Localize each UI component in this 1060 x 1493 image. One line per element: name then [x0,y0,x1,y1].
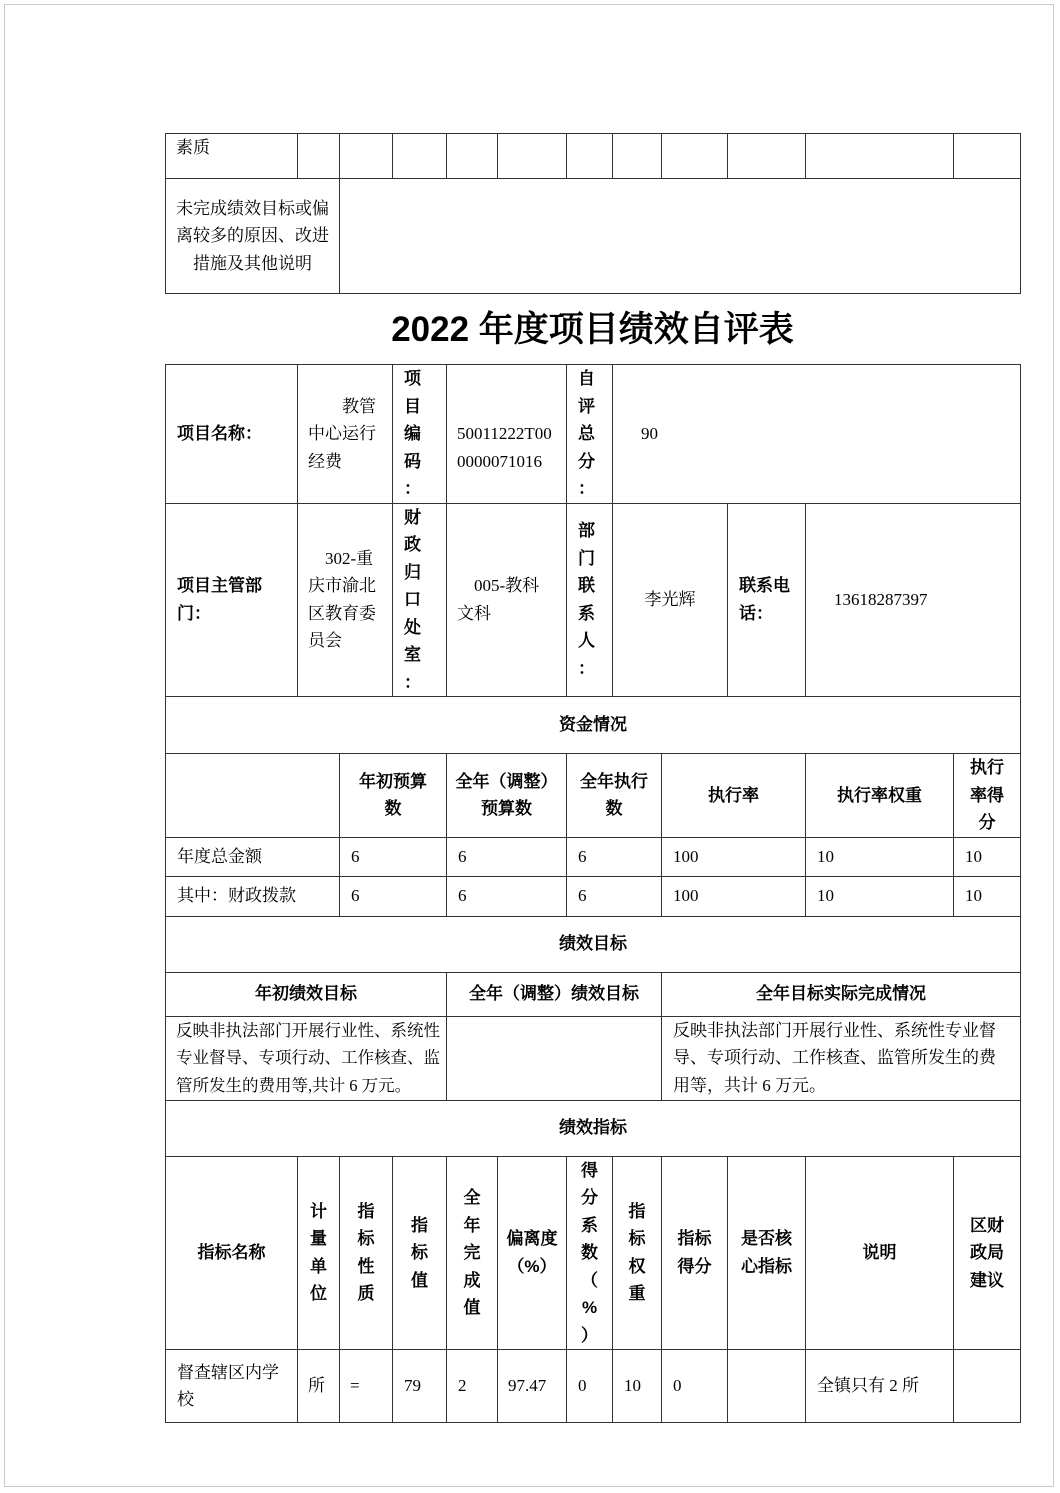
table-row [166,876,1021,916]
funds-section-title: 资金情况 [166,697,1021,754]
indicator-is-core [728,1350,806,1423]
indicator-header-is-core: 是否核心指标 [728,1156,806,1350]
indicator-header-weight-cell [613,1156,662,1350]
empty-cell [298,134,340,179]
funds-header-rate-score: 执行率得分 [954,754,1021,838]
indicator-header-score-coef-cell [567,1156,613,1350]
indicator-header-deviation: 偏离度（%） [498,1156,567,1350]
funds-cell: 10 [806,837,954,876]
empty-cell [340,134,393,179]
indicator-header-actual-cell [447,1156,498,1350]
empty-cell [728,134,806,179]
table-row [166,837,1021,876]
empty-cell [567,134,613,179]
funds-cell: 6 [567,837,662,876]
indicator-target: 79 [393,1350,447,1423]
indicator-header-score: 指标得分 [662,1156,728,1350]
empty-cell [393,134,447,179]
self-score-label: 自评总分： [578,369,596,498]
funds-cell: 100 [662,876,806,916]
indicators-section-title: 绩效指标 [166,1100,1021,1156]
table-row [166,1350,1021,1423]
empty-cell [954,134,1021,179]
goals-adjusted-target [447,1016,662,1100]
indicator-weight: 10 [613,1350,662,1423]
goals-actual-completion: 反映非执法部门开展行业性、系统性专业督导、专项行动、工作核查、监管所发生的费用等，共计 6 万元。 [662,1016,1021,1100]
project-code: 50011222T000000071016 [447,365,567,504]
indicator-header-nature-cell [340,1156,393,1350]
dept-label: 项目主管部门： [166,503,298,697]
indicator-unit: 所 [298,1350,340,1423]
indicator-score: 0 [662,1350,728,1423]
indicator-header-name: 指标名称 [166,1156,298,1350]
indicator-suggestion [954,1350,1021,1423]
phone: 13618287397 [806,503,1021,697]
goals-section-title: 绩效目标 [166,916,1021,972]
indicator-header-weight: 指标权重 [628,1201,646,1304]
empty-cell [613,134,662,179]
self-score-label-cell [567,365,613,504]
indicator-actual: 2 [447,1350,498,1423]
indicator-header-target: 指标值 [411,1215,428,1290]
goals-initial-target: 反映非执法部门开展行业性、系统性专业督导、专项行动、工作核查、监管所发生的费用等,共计 6 万元。 [166,1016,447,1100]
funds-cell: 6 [340,837,447,876]
empty-cell [498,134,567,179]
project-name: 教管中心运行经费 [298,365,393,504]
phone-label: 联系电话： [728,503,806,697]
project-name-label: 项目名称： [166,365,298,504]
funds-cell: 100 [662,837,806,876]
goals-header-adjusted: 全年（调整）绩效目标 [447,972,662,1016]
contact: 李光辉 [613,503,728,697]
indicator-header-actual: 全年完成值 [463,1188,481,1317]
empty-cell [447,134,498,179]
indicator-name: 督查辖区内学校 [166,1350,298,1423]
funds-header-executed: 全年执行数 [567,754,662,838]
contact-label-cell [567,503,613,697]
empty-cell [806,134,954,179]
indicator-header-nature: 指标性质 [357,1201,375,1304]
indicator-header-unit: 计量单位 [310,1201,327,1304]
indicator-nature: = [340,1350,393,1423]
funds-header-adjusted-budget: 全年（调整）预算数 [447,754,567,838]
funds-row-label: 其中：财政拨款 [166,876,340,916]
funds-cell: 6 [340,876,447,916]
funds-cell: 10 [806,876,954,916]
funds-header-execution-rate: 执行率 [662,754,806,838]
finance-office-label-cell [393,503,447,697]
evaluation-table [165,364,1021,1423]
goals-header-initial: 年初绩效目标 [166,972,447,1016]
contact-label: 部门联系人： [578,521,596,678]
finance-office-label: 财政归口处室： [404,507,421,692]
indicator-header-target-cell [393,1156,447,1350]
funds-row-label: 年度总金额 [166,837,340,876]
remarks-label: 未完成绩效目标或偏离较多的原因、改进措施及其他说明 [166,179,340,294]
indicator-header-note: 说明 [806,1156,954,1350]
indicator-note: 全镇只有 2 所 [806,1350,954,1423]
funds-cell: 10 [954,876,1021,916]
funds-cell: 6 [447,876,567,916]
tail-row-label: 素质 [166,134,298,179]
continued-table [165,133,1021,294]
funds-cell: 10 [954,837,1021,876]
dept: 302-重庆市渝北区教育委员会 [298,503,393,697]
indicator-header-suggestion: 区财政局建议 [954,1156,1021,1350]
funds-cell: 6 [567,876,662,916]
empty-cell [166,754,340,838]
remarks-value [340,179,1021,294]
indicator-header-score-coef: 得分系数（%） [581,1160,599,1345]
project-code-label-cell [393,365,447,504]
funds-cell: 6 [447,837,567,876]
empty-cell [662,134,728,179]
project-code-label: 项目编码： [404,369,421,498]
indicator-deviation: 97.47 [498,1350,567,1423]
page-title: 2022 年度项目绩效自评表 [391,310,794,349]
self-score: 90 [613,365,1021,504]
indicator-score-coef: 0 [567,1350,613,1423]
indicator-header-unit-cell [298,1156,340,1350]
funds-header-initial-budget: 年初预算数 [340,754,447,838]
goals-header-actual: 全年目标实际完成情况 [662,972,1021,1016]
funds-header-rate-weight: 执行率权重 [806,754,954,838]
finance-office: 005-教科文科 [447,503,567,697]
